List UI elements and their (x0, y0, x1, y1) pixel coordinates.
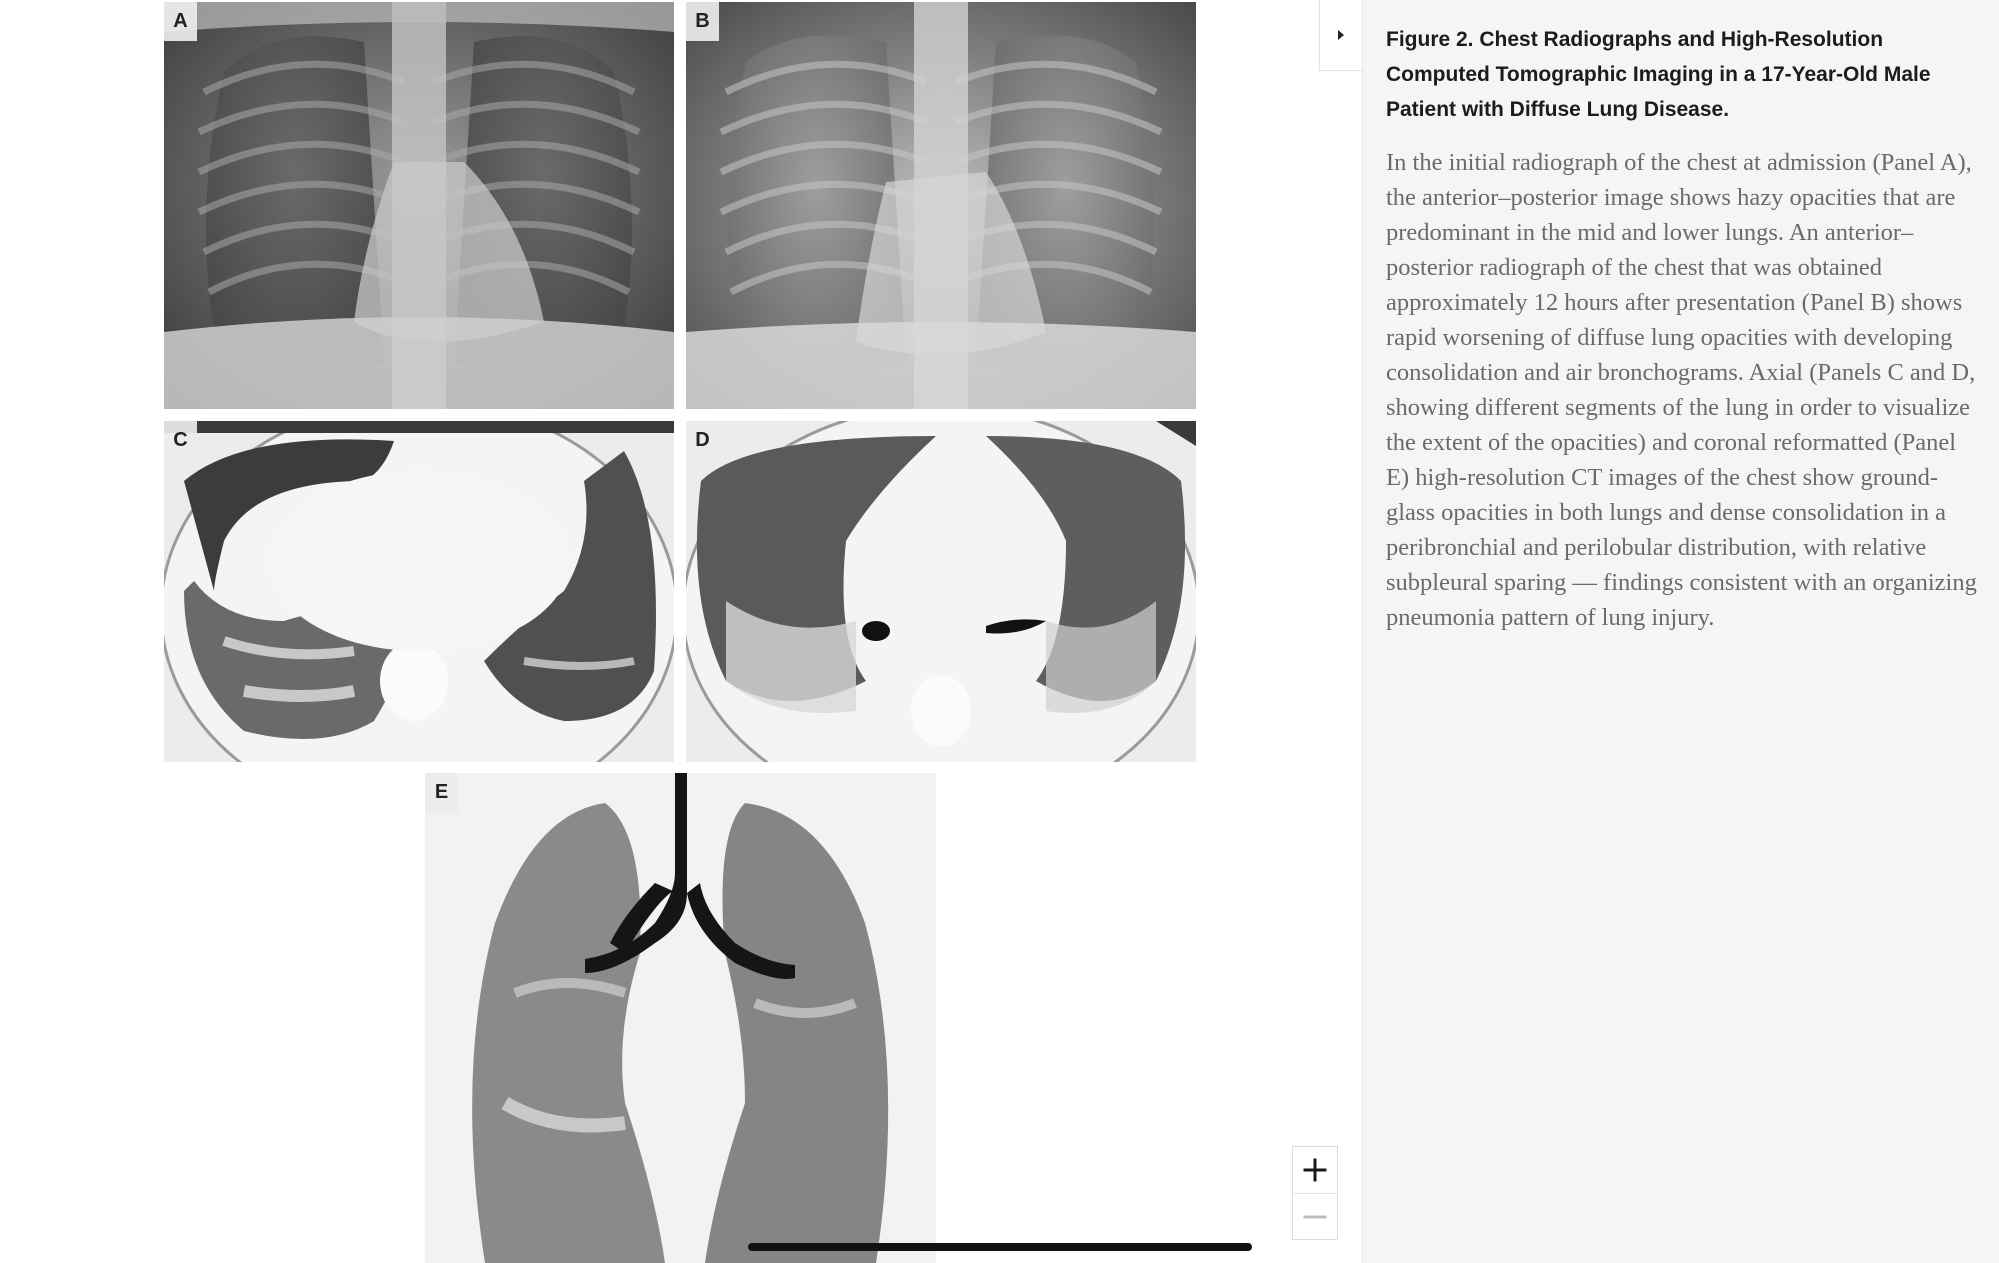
panel-a-label: A (164, 2, 197, 41)
plus-icon (1301, 1156, 1329, 1184)
panel-c-label: C (164, 421, 197, 460)
figure-caption-title: Figure 2. Chest Radiographs and High-Resolution Computed Tomographic Imaging in a 17-Year-Old Male Patient with Diffuse Lung Disease. (1386, 28, 1931, 121)
panel-d-label: D (686, 421, 719, 460)
panel-e-coronal-ct[interactable] (425, 773, 936, 1263)
panel-e-image (425, 773, 936, 1263)
panel-a-image (164, 2, 674, 409)
caret-right-icon (1336, 29, 1346, 41)
zoom-controls (1292, 1146, 1338, 1240)
home-indicator[interactable] (748, 1243, 1252, 1251)
panel-c-axial-ct[interactable] (164, 421, 674, 762)
panel-e-label: E (425, 773, 458, 812)
panel-d-axial-ct[interactable] (686, 421, 1196, 762)
panel-d-image (686, 421, 1196, 762)
panel-b-image (686, 2, 1196, 409)
panel-c-image (164, 421, 674, 762)
zoom-in-button[interactable] (1293, 1147, 1337, 1193)
panel-b-label: B (686, 2, 719, 41)
zoom-out-button[interactable] (1293, 1193, 1337, 1239)
toggle-caption-button[interactable] (1319, 0, 1362, 71)
panel-b-chest-radiograph[interactable] (686, 2, 1196, 409)
figure-caption-body: In the initial radiograph of the chest at admission (Panel A), the anterior–posterior image shows hazy opacities that are predominant in the mid and lower lungs. An anterior–posterior radiograph of the chest that was obtained approximately 12 hours after presentation (Panel B) shows rapid worsening of diffuse lung opacities with developing consolidation and air bronchograms. Axial (Panels C and D, showing different segments of the lung in order to visualize the extent of the opacities) and coronal reformatted (Panel E) high-resolution CT images of the chest show ground-glass opacities in both lungs and dense consolidation in a peribronchial and perilobular distribution, with relative subpleural sparing — findings consistent with an organizing pneumonia pattern of lung injury. (1386, 149, 1977, 631)
caption-pane (1362, 0, 1999, 1263)
minus-icon (1301, 1203, 1329, 1231)
panel-a-chest-radiograph[interactable] (164, 2, 674, 409)
